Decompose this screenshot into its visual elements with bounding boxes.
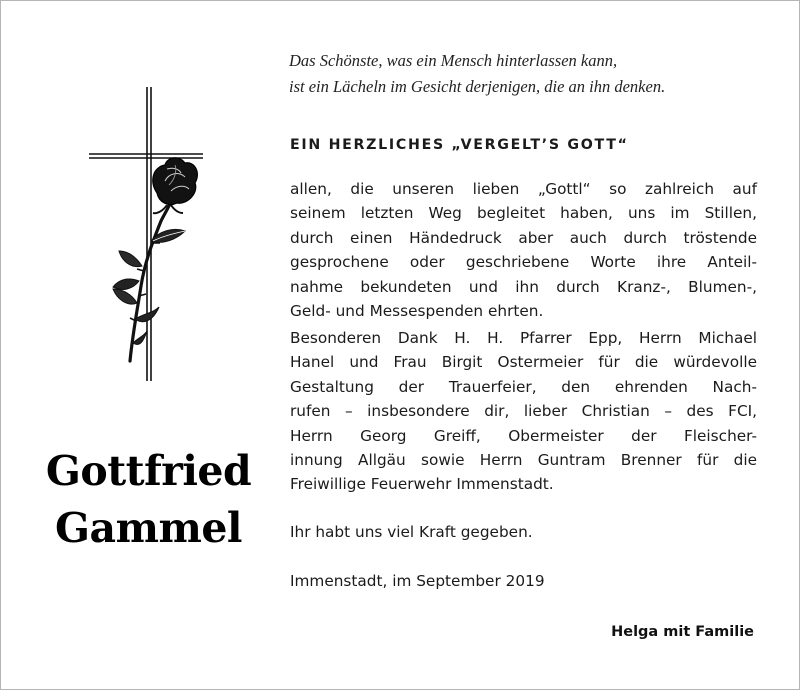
text-line: Freiwillige Feuerwehr Immenstadt.: [290, 475, 554, 494]
text-line: Gestaltung der Trauerfeier, den ehrenden Nach-: [290, 377, 757, 396]
text-line: Besonderen Dank H. H. Pfarrer Epp, Herrn Michael: [290, 329, 757, 347]
special-thanks-paragraph: [290, 326, 757, 497]
signature: Helga mit Familie: [611, 624, 754, 640]
thanks-paragraph: [290, 177, 757, 323]
text-line: nahme bekundeten und ihn durch Kranz-, Blumen-,: [290, 277, 757, 296]
memorial-quote: [289, 48, 769, 100]
thanks-heading: EIN HERZLICHES „VERGELT’S GOTT“: [290, 137, 629, 153]
text-line: allen, die unseren lieben „Gottl“ so zahlreich auf: [290, 180, 757, 198]
text-line: rufen – insbesondere dir, lieber Christian – des FCI,: [290, 402, 757, 421]
text-line: Herrn Georg Greiff, Obermeister der Fleischer-: [290, 426, 757, 445]
place-date: Immenstadt, im September 2019: [290, 572, 545, 590]
text-line: Geld- und Messespenden ehrten.: [290, 302, 544, 321]
text-line: gesprochene oder geschriebene Worte ihre Anteil-: [290, 253, 757, 272]
quote-line: Das Schönste, was ein Mensch hinterlassen kann,: [289, 51, 618, 70]
text-line: innung Allgäu sowie Herrn Guntram Brenner für die: [290, 451, 757, 470]
strength-line: Ihr habt uns viel Kraft gegeben.: [290, 523, 533, 541]
text-line: durch einen Händedruck aber auch durch tröstende: [290, 228, 757, 247]
text-line: seinem letzten Weg begleitet haben, uns im Stillen,: [290, 204, 757, 223]
deceased-first-name: Gottfried: [45, 447, 252, 495]
deceased-last-name: Gammel: [54, 504, 242, 552]
quote-line: ist ein Lächeln im Gesicht derjenigen, die an ihn denken.: [289, 77, 666, 96]
text-line: Hanel und Frau Birgit Ostermeier für die würdevolle: [290, 353, 757, 372]
cross-with-rose-icon: [81, 81, 211, 381]
